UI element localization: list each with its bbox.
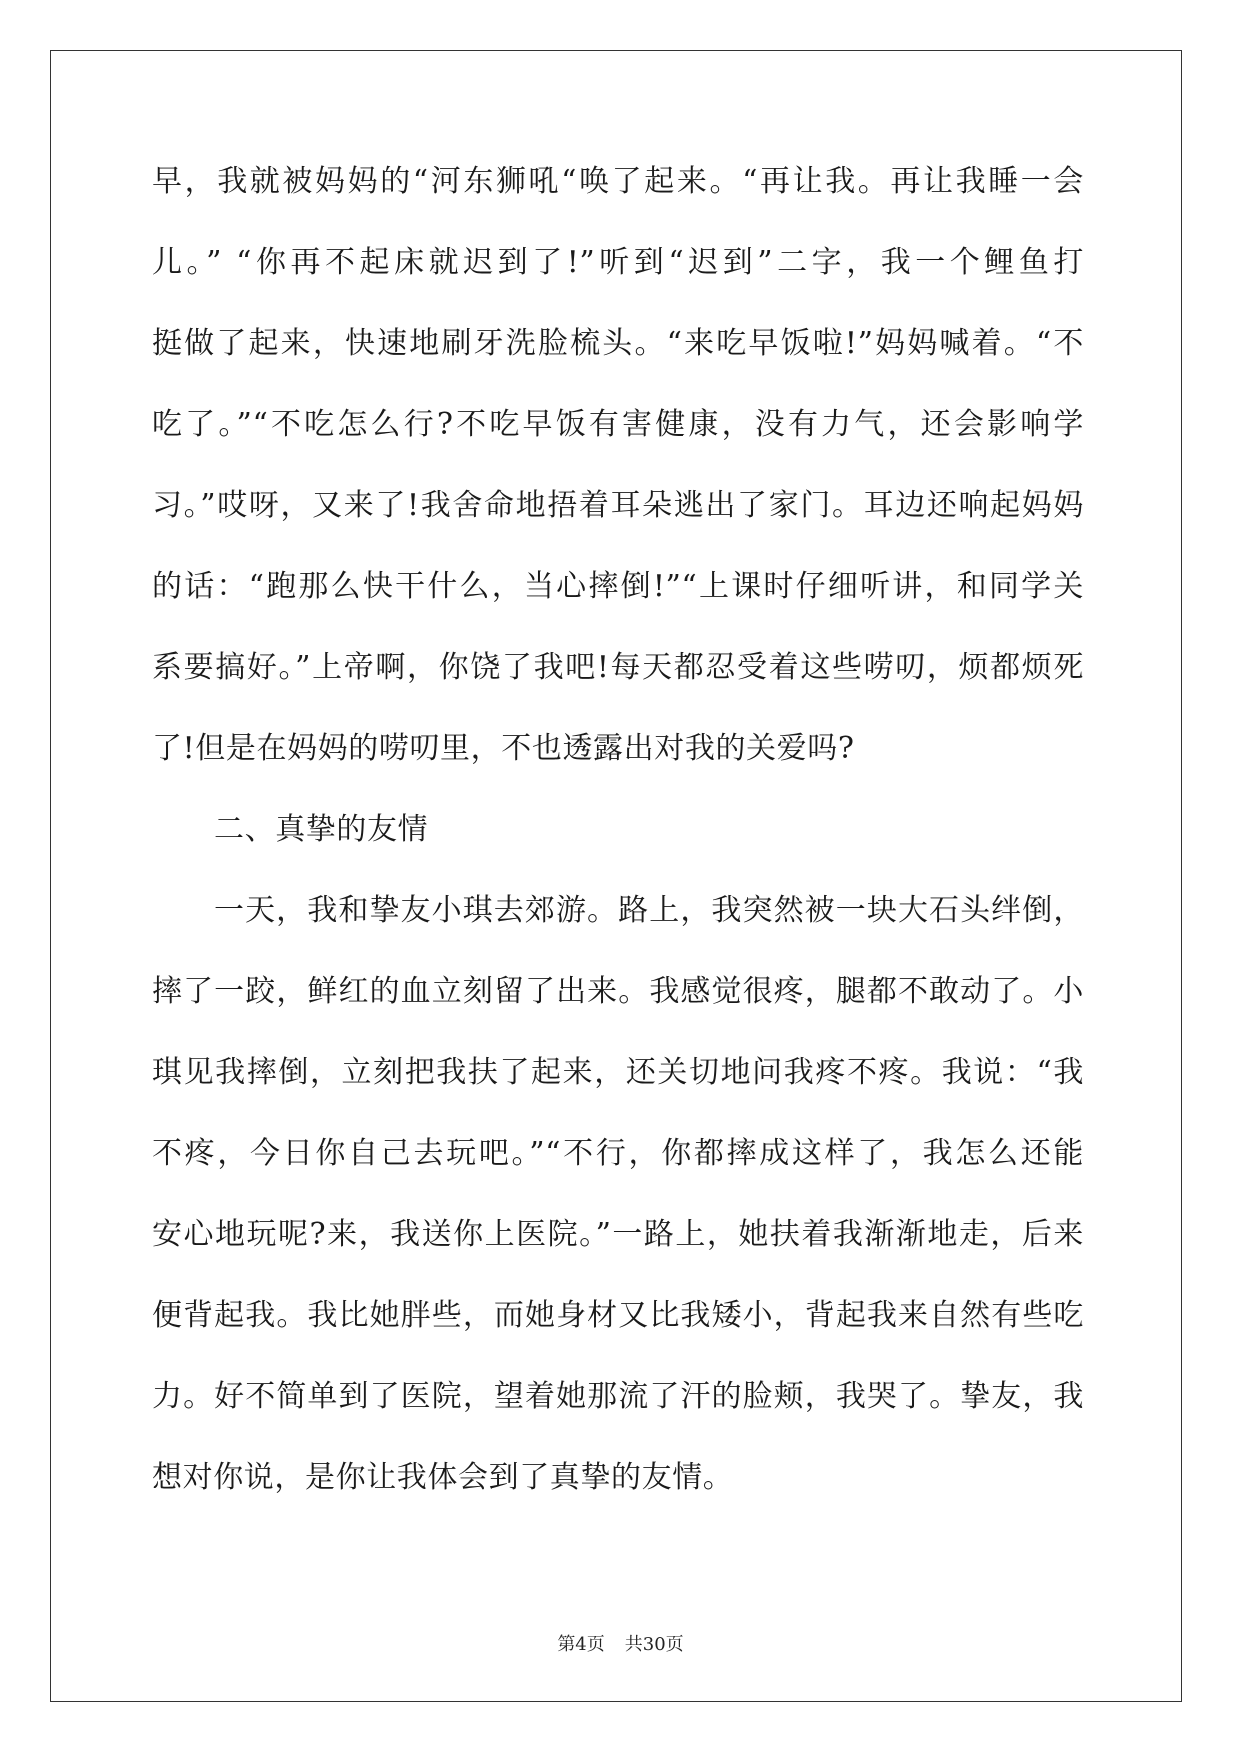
page-footer — [0, 1633, 1241, 1657]
text-line: 习。”哎呀，又来了!我舍命地捂着耳朵逃出了家门。耳边还响起妈妈 — [152, 488, 1084, 523]
text-line: 一天，我和挚友小琪去郊游。路上，我突然被一块大石头绊倒， — [214, 893, 1084, 928]
text-line: 想对你说，是你让我体会到了真挚的友情。 — [152, 1460, 734, 1495]
text-line: 挺做了起来，快速地刷牙洗脸梳头。“来吃早饭啦!”妈妈喊着。“不 — [152, 326, 1084, 361]
text-line: 便背起我。我比她胖些，而她身材又比我矮小，背起我来自然有些吃 — [152, 1298, 1084, 1333]
section-heading: 二、真挚的友情 — [214, 812, 429, 847]
page-number: 第4页 — [557, 1634, 605, 1655]
text-line: 儿。” “你再不起床就迟到了!”听到“迟到”二字，我一个鲤鱼打 — [152, 245, 1084, 280]
text-line: 吃了。”“不吃怎么行?不吃早饭有害健康，没有力气，还会影响学 — [152, 407, 1084, 442]
text-line: 了!但是在妈妈的唠叨里，不也透露出对我的关爱吗? — [152, 731, 855, 766]
text-line: 早，我就被妈妈的“河东狮吼“唤了起来。“再让我。再让我睡一会 — [152, 164, 1084, 199]
text-line: 力。好不简单到了医院，望着她那流了汗的脸颊，我哭了。挚友，我 — [152, 1379, 1084, 1414]
document-body — [152, 162, 1084, 1539]
text-line: 不疼，今日你自己去玩吧。”“不行，你都摔成这样了，我怎么还能 — [152, 1136, 1084, 1171]
text-line: 安心地玩呢?来，我送你上医院。”一路上，她扶着我渐渐地走，后来 — [152, 1217, 1084, 1252]
text-line: 的话：“跑那么快干什么，当心摔倒!”“上课时仔细听讲，和同学关 — [152, 569, 1084, 604]
text-line: 系要搞好。”上帝啊，你饶了我吧!每天都忍受着这些唠叨，烦都烦死 — [152, 650, 1084, 685]
text-line: 摔了一跤，鲜红的血立刻留了出来。我感觉很疼，腿都不敢动了。小 — [152, 974, 1084, 1009]
text-line: 琪见我摔倒，立刻把我扶了起来，还关切地问我疼不疼。我说：“我 — [152, 1055, 1084, 1090]
page-total: 共30页 — [624, 1634, 684, 1655]
